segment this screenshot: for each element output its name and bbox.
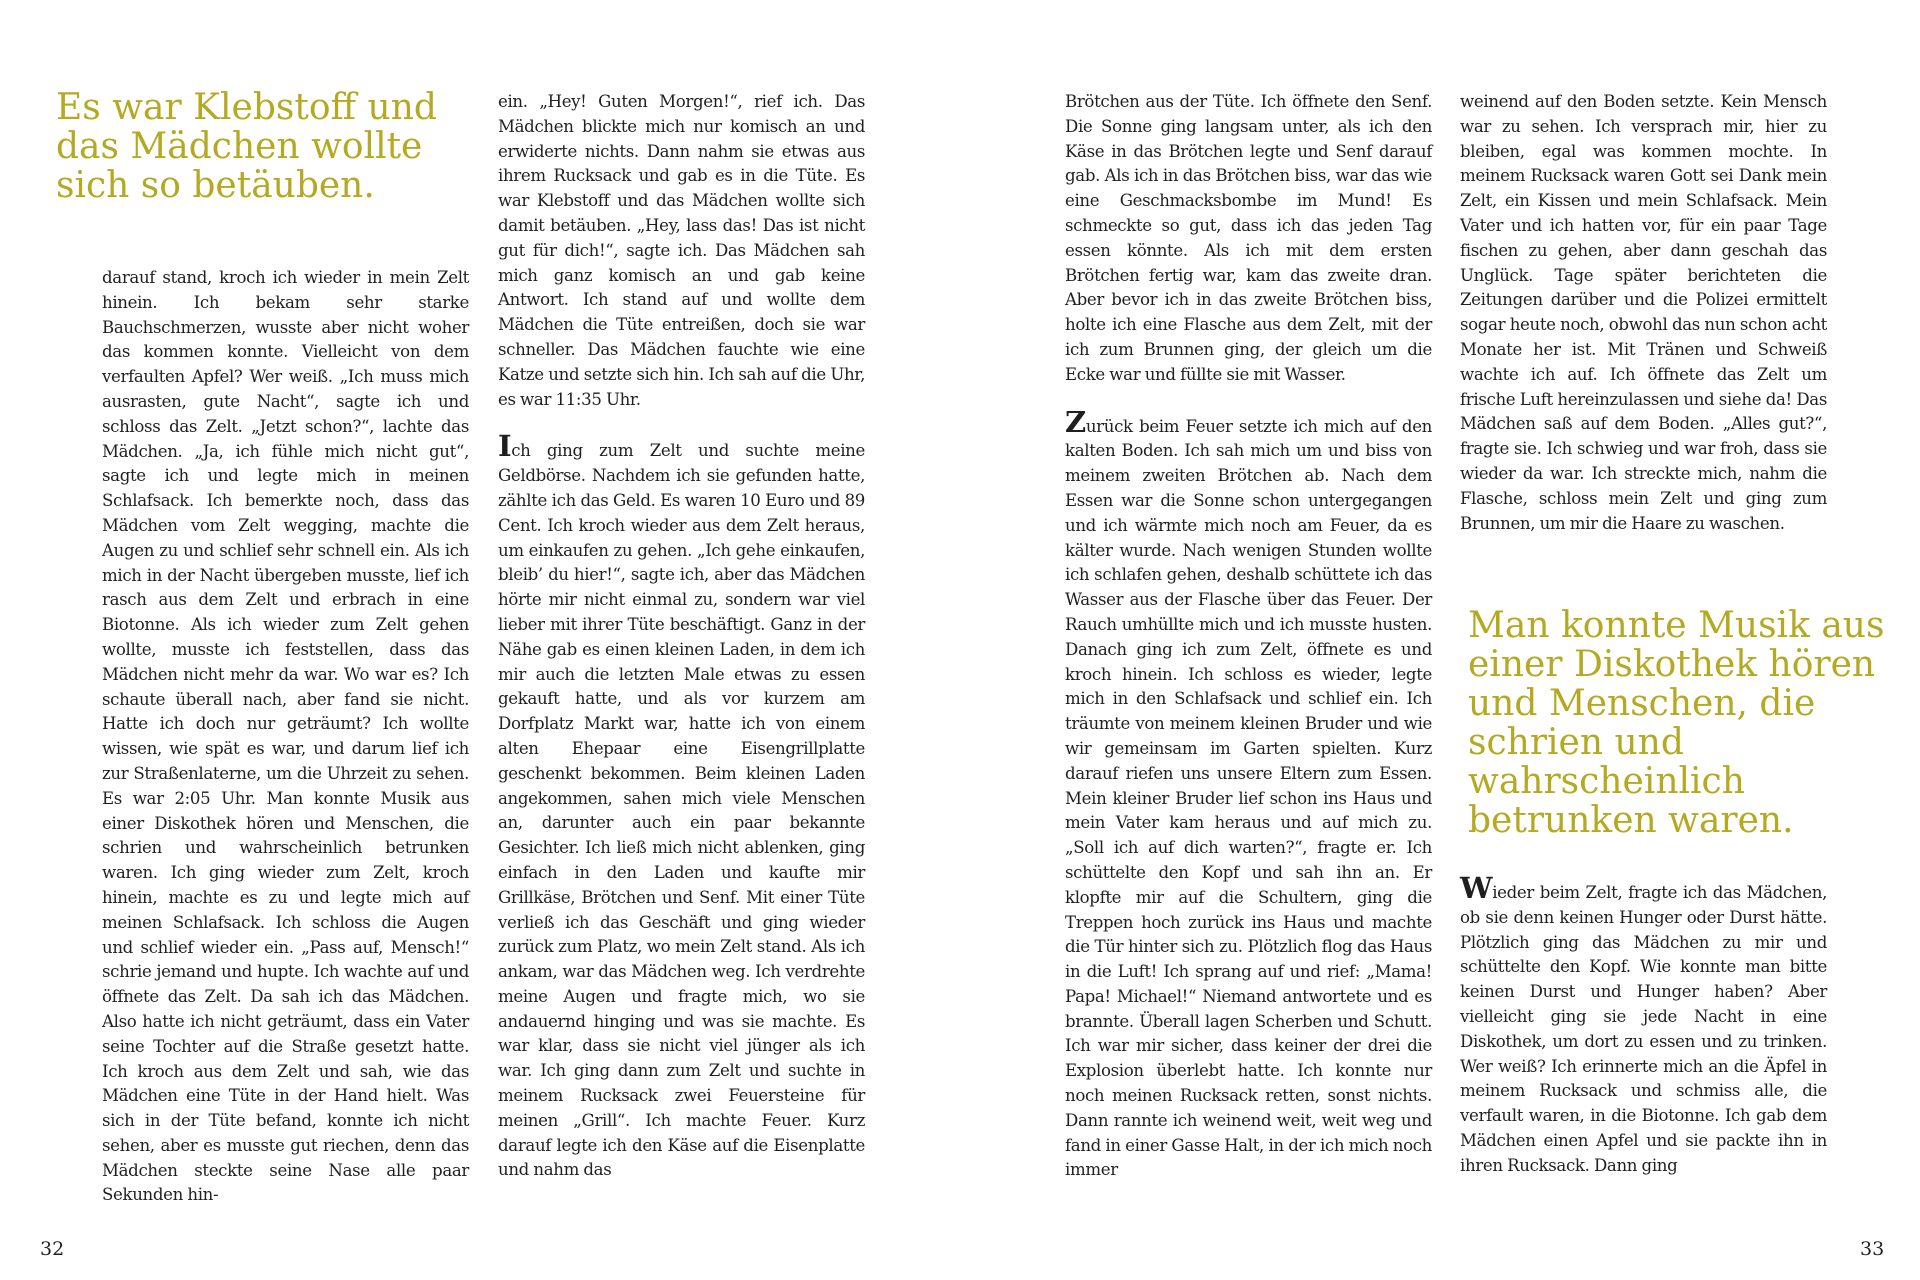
text-column-2 — [498, 90, 865, 1183]
paragraph: Ich ging zum Zelt und suchte meine Geldbörse. Nachdem ich sie gefunden hatte, zählte ich das Geld. Es waren 10 Euro und 89 Cent. Ich kroch wieder aus dem Zelt heraus, um einkaufen zu gehen. „Ich gehe einkaufen, bleib’ du hier!“, sagte ich, aber das Mädchen hörte mir nicht einmal zu, sondern war viel lieber mit ihrer Tüte beschäftigt. Ganz in der Nähe gab es einen kleinen Laden, in dem ich mir auch die letzten Male etwas zu essen gekauft hatte, und als vor kurzem am Dorfplatz Markt war, hatte ich von einem alten Ehepaar eine Eisengrillplatte geschenkt bekommen. Beim kleinen Laden angekommen, sahen mich viele Menschen an, darunter auch ein paar bekannte Gesichter. Ich ließ mich nicht ablenken, ging einfach in den Laden und kaufte mir Grillkäse, Brötchen und Senf. Mit einer Tüte verließ ich das Geschäft und ging wieder zurück zum Platz, wo mein Zelt stand. Als ich ankam, war das Mädchen weg. Ich verdrehte meine Augen und fragte mich, wo sie andauernd hinging und was sie machte. Es war klar, dass sie nicht viel jünger als ich war. Ich ging dann zum Zelt und suchte in meinem Rucksack zwei Feuersteine für meinen „Grill“. Ich machte Feuer. Kurz darauf legte ich den Käse auf die Eisenplatte und nahm das — [498, 429, 865, 1180]
page-number-right: 33 — [1860, 1238, 1885, 1260]
text-column-4 — [1460, 90, 1827, 536]
text-column-1 — [102, 266, 469, 1208]
drop-cap: Z — [1065, 404, 1086, 439]
paragraph: Zurück beim Feuer setzte ich mich auf den kalten Boden. Ich sah mich um und biss von meinem zweiten Brötchen ab. Nach dem Essen war die Sonne schon untergegangen und ich wärmte mich noch am Feuer, da es kälter wurde. Nach wenigen Stunden wollte ich schlafen gehen, deshalb schüttete ich das Wasser aus der Flasche über das Feuer. Der Rauch umhüllte mich und ich musste husten. Danach ging ich zum Zelt, öffnete es und kroch hinein. Ich schloss es wieder, legte mich in den Schlafsack und schlief ein. Ich träumte von meinem kleinen Bruder und wie wir gemeinsam im Garten spielten. Kurz darauf riefen uns unsere Eltern zum Essen. Mein kleiner Bruder lief schon ins Haus und mein Vater kam heraus und auf mich zu. „Soll ich auf dich warten?“, fragte er. Ich schüttelte den Kopf und sah ihn an. Er klopfte mir auf die Schultern, ging die Treppen hoch zurück ins Haus und machte die Tür hinter sich zu. Plötzlich flog das Haus in die Luft! Ich sprang auf und rief: „Mama! Papa! Michael!“ Niemand antwortete und es brannte. Überall lagen Scherben und Schutt. Ich war mir sicher, dass keiner der drei die Explosion überlebt hatte. Ich konnte nur noch meinen Rucksack retten, sonst nichts. Dann rannte ich weinend weit, weit weg und fand in einer Gasse Halt, in der ich mich noch immer — [1065, 404, 1432, 1180]
paragraph: darauf stand, kroch ich wieder in mein Zelt hinein. Ich bekam sehr starke Bauchschmerzen, wusste aber nicht woher das kommen konnte. Vielleicht von dem verfaulten Apfel? Wer weiß. „Ich muss mich ausrasten, gute Nacht“, sagte ich und schloss das Zelt. „Jetzt schon?“, lachte das Mädchen. „Ja, ich fühle mich nicht gut“, sagte ich und legte mich in meinen Schlafsack. Ich bemerkte noch, dass das Mädchen vom Zelt wegging, machte die Augen zu und schlief sehr schnell ein. Als ich mich in der Nacht übergeben musste, lief ich rasch aus dem Zelt und erbrach in eine Biotonne. Als ich wieder zum Zelt gehen wollte, musste ich feststellen, dass das Mädchen nicht mehr da war. Wo war es? Ich schaute überall nach, aber fand sie nicht. Hatte ich doch nur geträumt? Ich wollte wissen, wie spät es war, und darum lief ich zur Straßenlaterne, um die Uhrzeit zu sehen. Es war 2:05 Uhr. Man konnte Musik aus einer Diskothek hören und Menschen, die schrien und wahrscheinlich betrunken waren. Ich ging wieder zum Zelt, kroch hinein, machte es zu und legte mich auf meinen Schlafsack. Ich schloss die Augen und schlief wieder ein. „Pass auf, Mensch!“ schrie jemand und hupte. Ich wachte auf und öffnete das Zelt. Da sah ich das Mädchen. Also hatte ich nicht geträumt, dass ein Vater seine Tochter auf die Straße gesetzt hatte. Ich kroch aus dem Zelt und sah, wie das Mädchen eine Tüte in der Hand hielt. Was sich in der Tüte befand, konnte ich nicht sehen, aber es musste gut riechen, denn das Mädchen steckte seine Nase alle paar Sekunden hin- — [102, 268, 469, 1205]
paragraph: Brötchen aus der Tüte. Ich öffnete den Senf. Die Sonne ging langsam unter, als ich den Käse in das Brötchen legte und Senf darauf gab. Als ich in das Brötchen biss, war das wie eine Geschmacksbombe im Mund! Es schmeckte so gut, dass ich das jeden Tag essen könnte. Als ich mit dem ersten Brötchen fertig war, kam das zweite dran. Aber bevor ich in das zweite Brötchen biss, holte ich eine Flasche aus dem Zelt, mit der ich zum Brunnen ging, der gleich um die Ecke war und füllte sie mit Wasser. — [1065, 92, 1432, 384]
paragraph: ein. „Hey! Guten Morgen!“, rief ich. Das Mädchen blickte mich nur komisch an und erwiderte nichts. Dann nahm sie etwas aus ihrem Rucksack und gab es in die Tüte. Es war Klebstoff und das Mädchen wollte sich damit betäuben. „Hey, lass das! Das ist nicht gut für dich!“, sagte ich. Das Mädchen sah mich ganz komisch an und gab keine Antwort. Ich stand auf und wollte dem Mädchen die Tüte entreißen, doch sie war schneller. Das Mädchen fauchte wie eine Katze und setzte sich hin. Ich sah auf die Uhr, es war 11:35 Uhr. — [498, 92, 865, 409]
pull-quote-left: Es war Klebstoff und das Mädchen wollte sich so betäuben. — [56, 87, 437, 206]
paragraph: weinend auf den Boden setzte. Kein Mensch war zu sehen. Ich versprach mir, hier zu bleiben, egal was kommen mochte. In meinem Rucksack waren Gott sei Dank mein Zelt, ein Kissen und mein Schlafsack. Mein Vater und ich hatten vor, für ein paar Tage fischen zu gehen, aber dann geschah das Unglück. Tage später berichteten die Zeitungen darüber und die Polizei ermittelt sogar heute noch, obwohl das nun schon acht Monate her ist. Mit Tränen und Schweiß wachte ich auf. Ich öffnete das Zelt um frische Luft hereinzulassen und siehe da! Das Mädchen saß auf dem Boden. „Alles gut?“, fragte sie. Ich schwieg und war froh, dass sie wieder da war. Ich streckte mich, nahm die Flasche, schloss mein Zelt und ging zum Brunnen, um mir die Haare zu waschen. — [1460, 92, 1827, 533]
text-column-4-continued — [1460, 871, 1827, 1179]
drop-cap: I — [498, 429, 512, 464]
pull-quote-right: Man konnte Musik aus einer Diskothek hören und Menschen, die schrien und wahrscheinlich betrunken waren. — [1468, 605, 1885, 841]
drop-cap: W — [1460, 871, 1493, 905]
paragraph: Wieder beim Zelt, fragte ich das Mädchen, ob sie denn keinen Hunger oder Durst hätte. Plötzlich ging das Mädchen zu mir und schüttelte den Kopf. Wie konnte man bitte keinen Durst und Hunger haben? Aber vielleicht ging sie jede Nacht in eine Diskothek, um dort zu essen und zu trinken. Wer weiß? Ich erinnerte mich an die Äpfel in meinem Rucksack und schmiss alle, die verfault waren, in die Biotonne. Ich gab dem Mädchen einen Apfel und sie packte ihn in ihren Rucksack. Dann ging — [1460, 871, 1827, 1175]
page-number-left: 32 — [40, 1238, 65, 1260]
text-column-3 — [1065, 90, 1432, 1183]
